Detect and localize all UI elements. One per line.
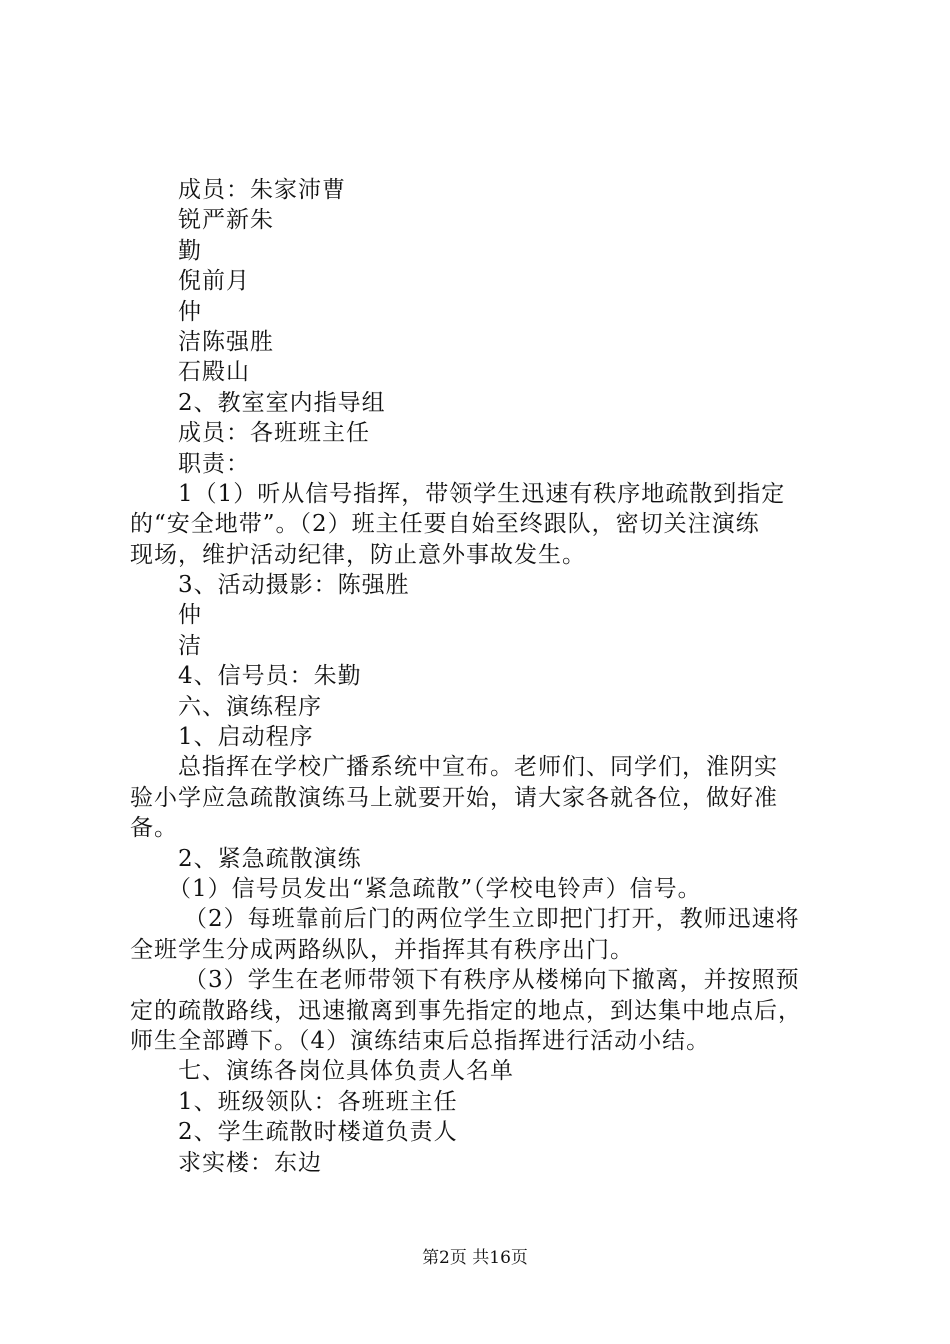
section-heading: 1、启动程序 [178,724,314,751]
section-heading: 七、演练各岗位具体负责人名单 [178,1058,514,1085]
text-line: 洁 [178,632,202,659]
text-line: 成员：各班班主任 [178,420,370,447]
document-body [0,175,950,1178]
paragraph-line: 备。 [130,815,178,842]
text-line: 勤 [178,237,202,264]
text-line: 1、班级领队：各班班主任 [178,1088,458,1115]
paragraph-line: （2）每班靠前后门的两位学生立即把门打开，教师迅速将 [184,906,800,933]
text-line: 成员：朱家沛曹 [178,177,346,203]
paragraph-line: 验小学应急疏散演练马上就要开始，请大家各就各位，做好准 [130,784,778,811]
paragraph-line: 定的疏散路线，迅速撤离到事先指定的地点，到达集中地点后， [130,997,802,1024]
section-heading: 2、教室室内指导组 [178,389,386,416]
text-line: 仲 [178,298,202,325]
paragraph-line: 总指挥在学校广播系统中宣布。老师们、同学们，淮阴实 [178,754,778,781]
paragraph-line: （3）学生在老师带领下有秩序从楼梯向下撤离，并按照预 [184,967,800,994]
text-line: 仲 [178,602,202,629]
text-line: 石殿山 [178,359,250,386]
paragraph-line: 现场，维护活动纪律，防止意外事故发生。 [130,541,586,568]
section-heading: 2、紧急疏散演练 [178,845,362,872]
paragraph-line: 1（1）听从信号指挥，带领学生迅速有秩序地疏散到指定 [178,480,786,507]
text-line: 洁陈强胜 [178,328,274,355]
section-heading: 4、信号员：朱勤 [178,663,362,690]
paragraph-line: （1）信号员发出“紧急疏散”（学校电铃声）信号。 [168,875,702,902]
page-footer: 第2页 共16页 [422,1248,528,1268]
text-line: 锐严新朱 [178,207,274,234]
section-heading: 六、演练程序 [178,693,322,720]
text-line: 2、学生疏散时楼道负责人 [178,1119,458,1146]
paragraph-line: 师生全部蹲下。（4）演练结束后总指挥进行活动小结。 [130,1027,711,1054]
section-heading: 3、活动摄影：陈强胜 [178,572,410,599]
paragraph-line: 的“安全地带”。（2）班主任要自始至终跟队，密切关注演练 [130,511,760,538]
text-line: 倪前月 [178,268,250,295]
text-line: 求实楼：东边 [178,1149,322,1176]
paragraph-line: 全班学生分成两路纵队，并指挥其有秩序出门。 [130,936,634,963]
text-line: 职责： [178,450,250,477]
